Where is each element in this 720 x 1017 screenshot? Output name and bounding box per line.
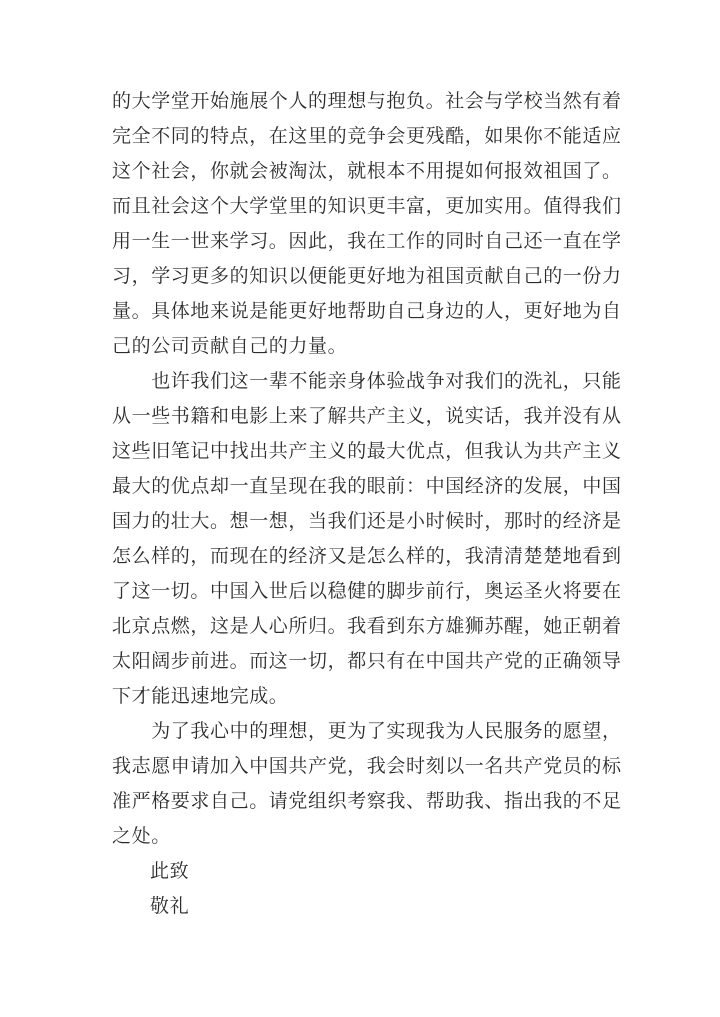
text-line: 从一些书籍和电影上来了解共产主义，说实话，我并没有从	[112, 405, 622, 427]
text-line: 这些旧笔记中找出共产主义的最大优点，但我认为共产主义	[112, 440, 622, 462]
closing-salutation: 此致	[150, 860, 190, 882]
text-line: 最大的优点却一直呈现在我的眼前：中国经济的发展，中国	[112, 475, 622, 497]
text-line: 准严格要求自己。请党组织考察我、帮助我、指出我的不足	[112, 790, 622, 812]
text-line: 量。具体地来说是能更好地帮助自己身边的人，更好地为自	[112, 300, 622, 322]
text-line: 太阳阔步前进。而这一切，都只有在中国共产党的正确领导	[112, 650, 622, 672]
text-line: 下才能迅速地完成。	[112, 685, 289, 707]
text-line: 北京点燃，这是人心所归。我看到东方雄狮苏醒，她正朝着	[112, 615, 622, 637]
text-line: 国力的壮大。想一想，当我们还是小时候时，那时的经济是	[112, 510, 622, 532]
text-line: 我志愿申请加入中国共产党，我会时刻以一名共产党员的标	[112, 755, 622, 777]
text-line: 而且社会这个大学堂里的知识更丰富，更加实用。值得我们	[112, 195, 622, 217]
paragraph-3	[112, 714, 622, 854]
text-line: 的大学堂开始施展个人的理想与抱负。社会与学校当然有着	[112, 90, 622, 112]
text-line: 为了我心中的理想，更为了实现我为人民服务的愿望，	[112, 720, 622, 742]
closing-regards: 敬礼	[150, 895, 190, 917]
document-body	[112, 84, 622, 924]
paragraph-2	[112, 364, 622, 714]
text-line: 用一生一世来学习。因此，我在工作的同时自己还一直在学	[112, 230, 622, 252]
text-line: 了这一切。中国入世后以稳健的脚步前行，奥运圣火将要在	[112, 580, 622, 602]
text-line: 习，学习更多的知识以便能更好地为祖国贡献自己的一份力	[112, 265, 622, 287]
text-line: 也许我们这一辈不能亲身体验战争对我们的洗礼，只能	[112, 370, 622, 392]
text-line: 这个社会，你就会被淘汰，就根本不用提如何报效祖国了。	[112, 160, 622, 182]
text-line: 怎么样的，而现在的经济又是怎么样的，我清清楚楚地看到	[112, 545, 622, 567]
text-line: 完全不同的特点，在这里的竞争会更残酷，如果你不能适应	[112, 125, 622, 147]
paragraph-1	[112, 84, 622, 364]
text-line: 之处。	[112, 825, 171, 847]
text-line: 己的公司贡献自己的力量。	[112, 335, 348, 357]
